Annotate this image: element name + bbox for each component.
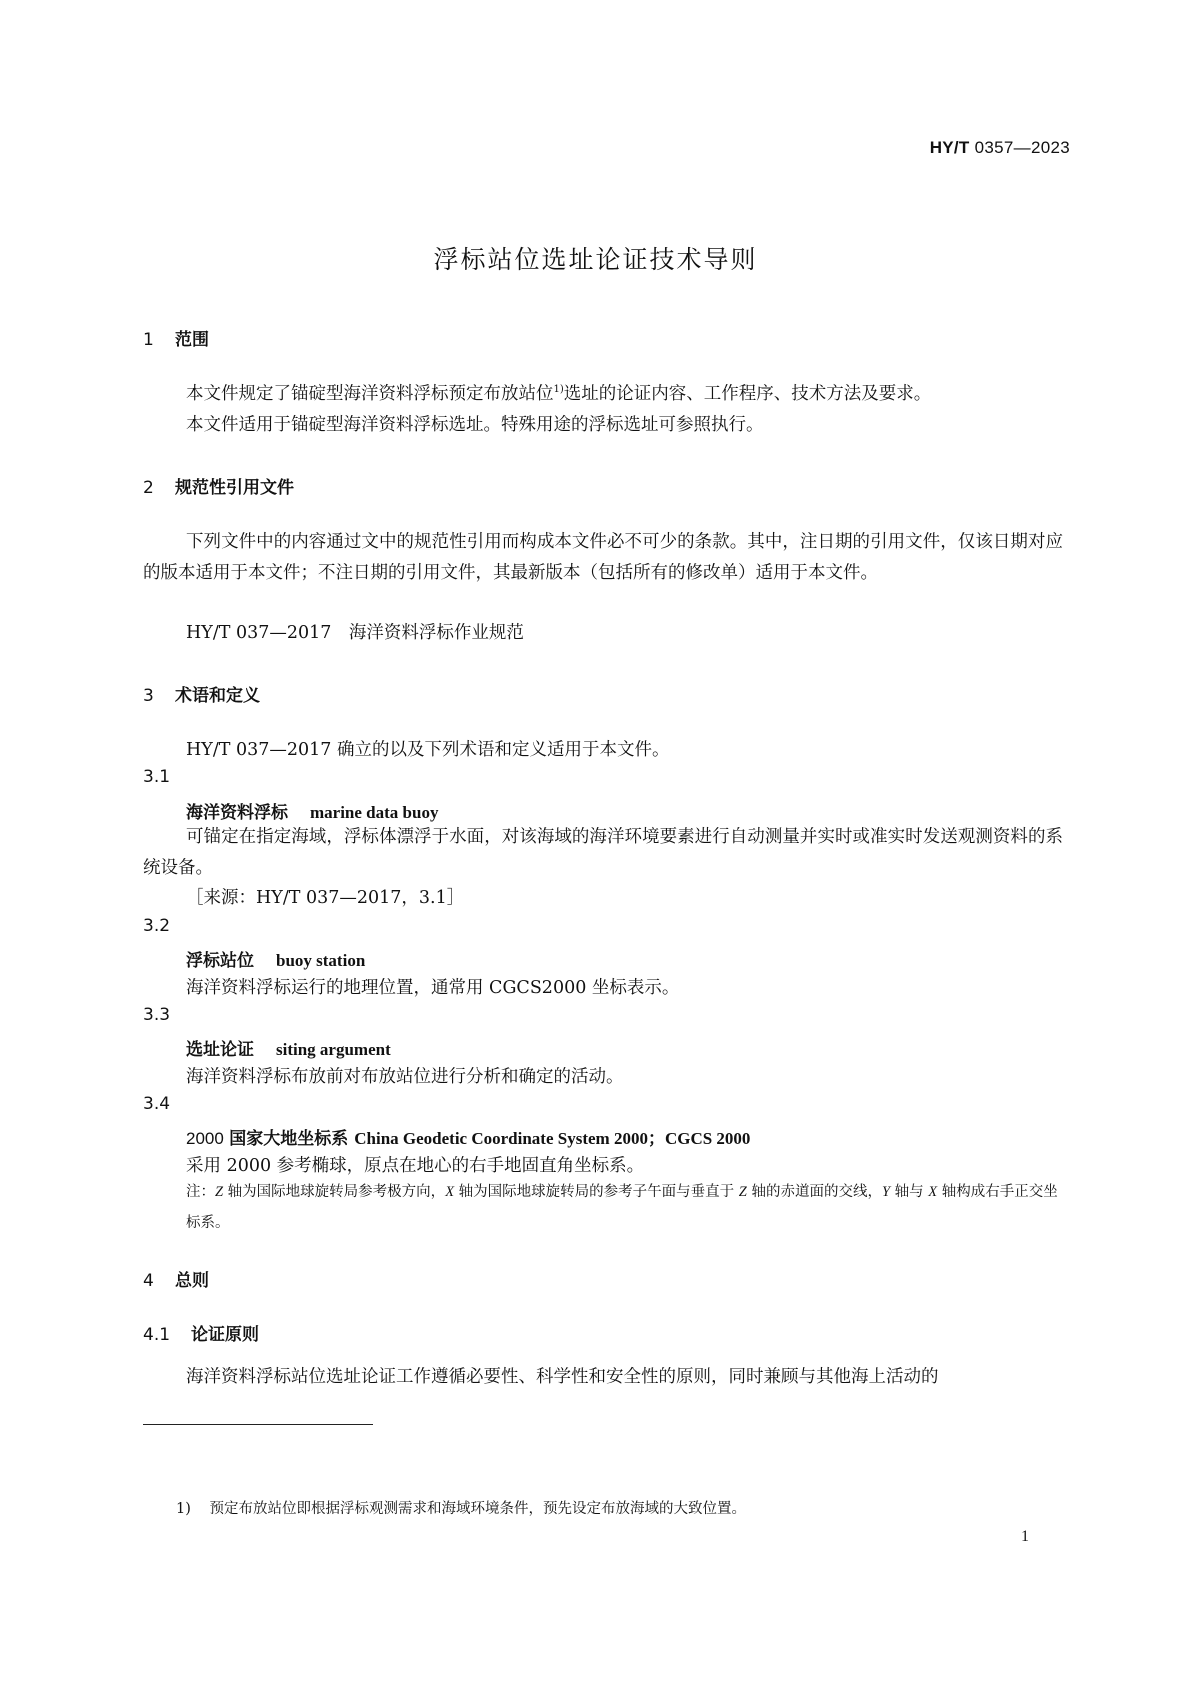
section-2-heading bbox=[143, 473, 294, 498]
text: 本文件规定了锚碇型海洋资料浮标预定布放站位 bbox=[186, 384, 554, 404]
footnote-ref[interactable]: 1) bbox=[553, 384, 564, 395]
term-en: marine data buoy bbox=[310, 803, 439, 822]
section-number: 4 bbox=[143, 1271, 154, 1291]
term-3-1-source: ［来源：HY/T 037—2017，3.1］ bbox=[186, 888, 465, 908]
footnote-divider bbox=[143, 1424, 373, 1425]
text: 轴为国际地球旋转局参考极方向， bbox=[223, 1184, 446, 1200]
section-title: 范围 bbox=[175, 330, 209, 350]
axis-symbol: Y bbox=[881, 1184, 891, 1200]
term-number: 3.1 bbox=[143, 767, 171, 787]
section-title: 论证原则 bbox=[191, 1325, 259, 1345]
document-title: 浮标站位选址论证技术导则 bbox=[433, 245, 758, 274]
section-number: 1 bbox=[143, 330, 154, 350]
page-number: 1 bbox=[1021, 1528, 1029, 1545]
axis-symbol: Z bbox=[738, 1184, 747, 1200]
text: 轴的赤道面的交线， bbox=[746, 1184, 882, 1200]
term-zh: 国家大地坐标系 bbox=[229, 1129, 349, 1149]
footnote bbox=[176, 1497, 746, 1518]
note-label: 注： bbox=[186, 1184, 215, 1200]
standard-code bbox=[930, 138, 1070, 158]
section-1-heading bbox=[143, 325, 209, 350]
standard-code-prefix: HY/T bbox=[929, 138, 970, 157]
term-3-4-definition: 采用 2000 参考椭球，原点在地心的右手地固直角坐标系。 bbox=[186, 1156, 645, 1176]
axis-symbol: X bbox=[928, 1184, 938, 1200]
term-zh-prefix: 2000 bbox=[186, 1129, 224, 1148]
term-zh: 选址论证 bbox=[186, 1040, 254, 1060]
section-4-1-paragraph: 海洋资料浮标站位选址论证工作遵循必要性、科学性和安全性的原则，同时兼顾与其他海上活动的 bbox=[186, 1367, 939, 1387]
section-title: 总则 bbox=[175, 1271, 209, 1291]
text: 轴构成右手正交坐标系。 bbox=[186, 1184, 1058, 1231]
term-en: China Geodetic Coordinate System 2000；CGCS 2000 bbox=[354, 1129, 751, 1148]
section-3-heading bbox=[143, 681, 260, 706]
section-number: 3 bbox=[143, 686, 154, 706]
term-3-3-definition: 海洋资料浮标布放前对布放站位进行分析和确定的活动。 bbox=[186, 1067, 624, 1087]
term-3-1-definition: 可锚定在指定海域，浮标体漂浮于水面，对该海域的海洋环境要素进行自动测量并实时或准实时发送观测资料的系统设备。 bbox=[143, 827, 1063, 878]
section-number: 2 bbox=[143, 478, 154, 498]
term-3-3 bbox=[186, 1035, 391, 1060]
term-3-4 bbox=[186, 1124, 750, 1149]
text: 轴与 bbox=[890, 1184, 929, 1200]
section-1-paragraph-1 bbox=[143, 379, 1063, 410]
term-en: siting argument bbox=[276, 1040, 391, 1059]
normative-reference: HY/T 037—2017 海洋资料浮标作业规范 bbox=[186, 623, 524, 643]
section-1-paragraph-2: 本文件适用于锚碇型海洋资料浮标选址。特殊用途的浮标选址可参照执行。 bbox=[186, 415, 764, 435]
section-number: 4.1 bbox=[143, 1325, 171, 1345]
axis-symbol: X bbox=[445, 1184, 455, 1200]
term-number: 3.2 bbox=[143, 916, 171, 936]
standard-code-number: 0357—2023 bbox=[974, 138, 1070, 157]
footnote-mark: 1) bbox=[176, 1501, 191, 1517]
term-number: 3.3 bbox=[143, 1005, 171, 1025]
term-zh: 海洋资料浮标 bbox=[186, 803, 288, 823]
section-3-intro: HY/T 037—2017 确立的以及下列术语和定义适用于本文件。 bbox=[186, 740, 670, 760]
text: 选址的论证内容、工作程序、技术方法及要求。 bbox=[563, 384, 932, 404]
section-title: 术语和定义 bbox=[175, 686, 260, 706]
section-title: 规范性引用文件 bbox=[175, 478, 294, 498]
section-2-paragraph-1: 下列文件中的内容通过文中的规范性引用而构成本文件必不可少的条款。其中，注日期的引用文件，仅该日期对应的版本适用于本文件；不注日期的引用文件，其最新版本（包括所有的修改单）适用于本文件。 bbox=[143, 532, 1063, 583]
text: 轴为国际地球旋转局的参考子午面与垂直于 bbox=[454, 1184, 739, 1200]
section-4-heading bbox=[143, 1266, 209, 1291]
term-zh: 浮标站位 bbox=[186, 951, 254, 971]
term-en: buoy station bbox=[276, 951, 366, 970]
term-number: 3.4 bbox=[143, 1094, 171, 1114]
term-3-4-note bbox=[186, 1177, 1063, 1239]
section-4-1-heading bbox=[143, 1320, 259, 1345]
footnote-text: 预定布放站位即根据浮标观测需求和海域环境条件，预先设定布放海域的大致位置。 bbox=[209, 1501, 746, 1517]
term-3-2-definition: 海洋资料浮标运行的地理位置，通常用 CGCS2000 坐标表示。 bbox=[186, 978, 680, 998]
term-3-1 bbox=[186, 798, 438, 823]
term-3-2 bbox=[186, 946, 365, 971]
axis-symbol: Z bbox=[215, 1184, 224, 1200]
